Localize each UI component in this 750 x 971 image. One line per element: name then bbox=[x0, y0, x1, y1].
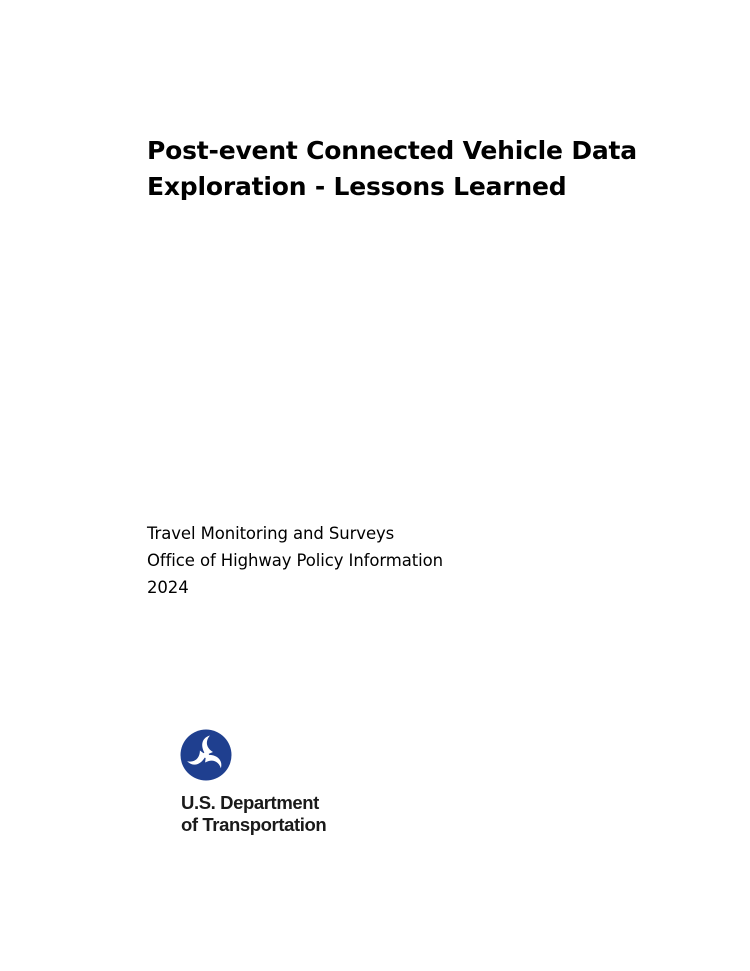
document-title-line: Post-event Connected Vehicle Data bbox=[147, 136, 637, 165]
logo-wordmark-line: of Transportation bbox=[181, 814, 327, 835]
usdot-logo bbox=[180, 729, 380, 839]
document-title-line: Exploration - Lessons Learned bbox=[147, 172, 567, 201]
division-name: Travel Monitoring and Surveys bbox=[147, 524, 395, 543]
publication-year: 2024 bbox=[147, 578, 189, 597]
usdot-triskelion-icon bbox=[180, 729, 232, 781]
publisher-info bbox=[147, 520, 443, 601]
logo-wordmark bbox=[181, 792, 326, 836]
document-title bbox=[147, 133, 707, 205]
logo-wordmark-line: U.S. Department bbox=[181, 792, 319, 813]
office-name: Office of Highway Policy Information bbox=[147, 551, 443, 570]
